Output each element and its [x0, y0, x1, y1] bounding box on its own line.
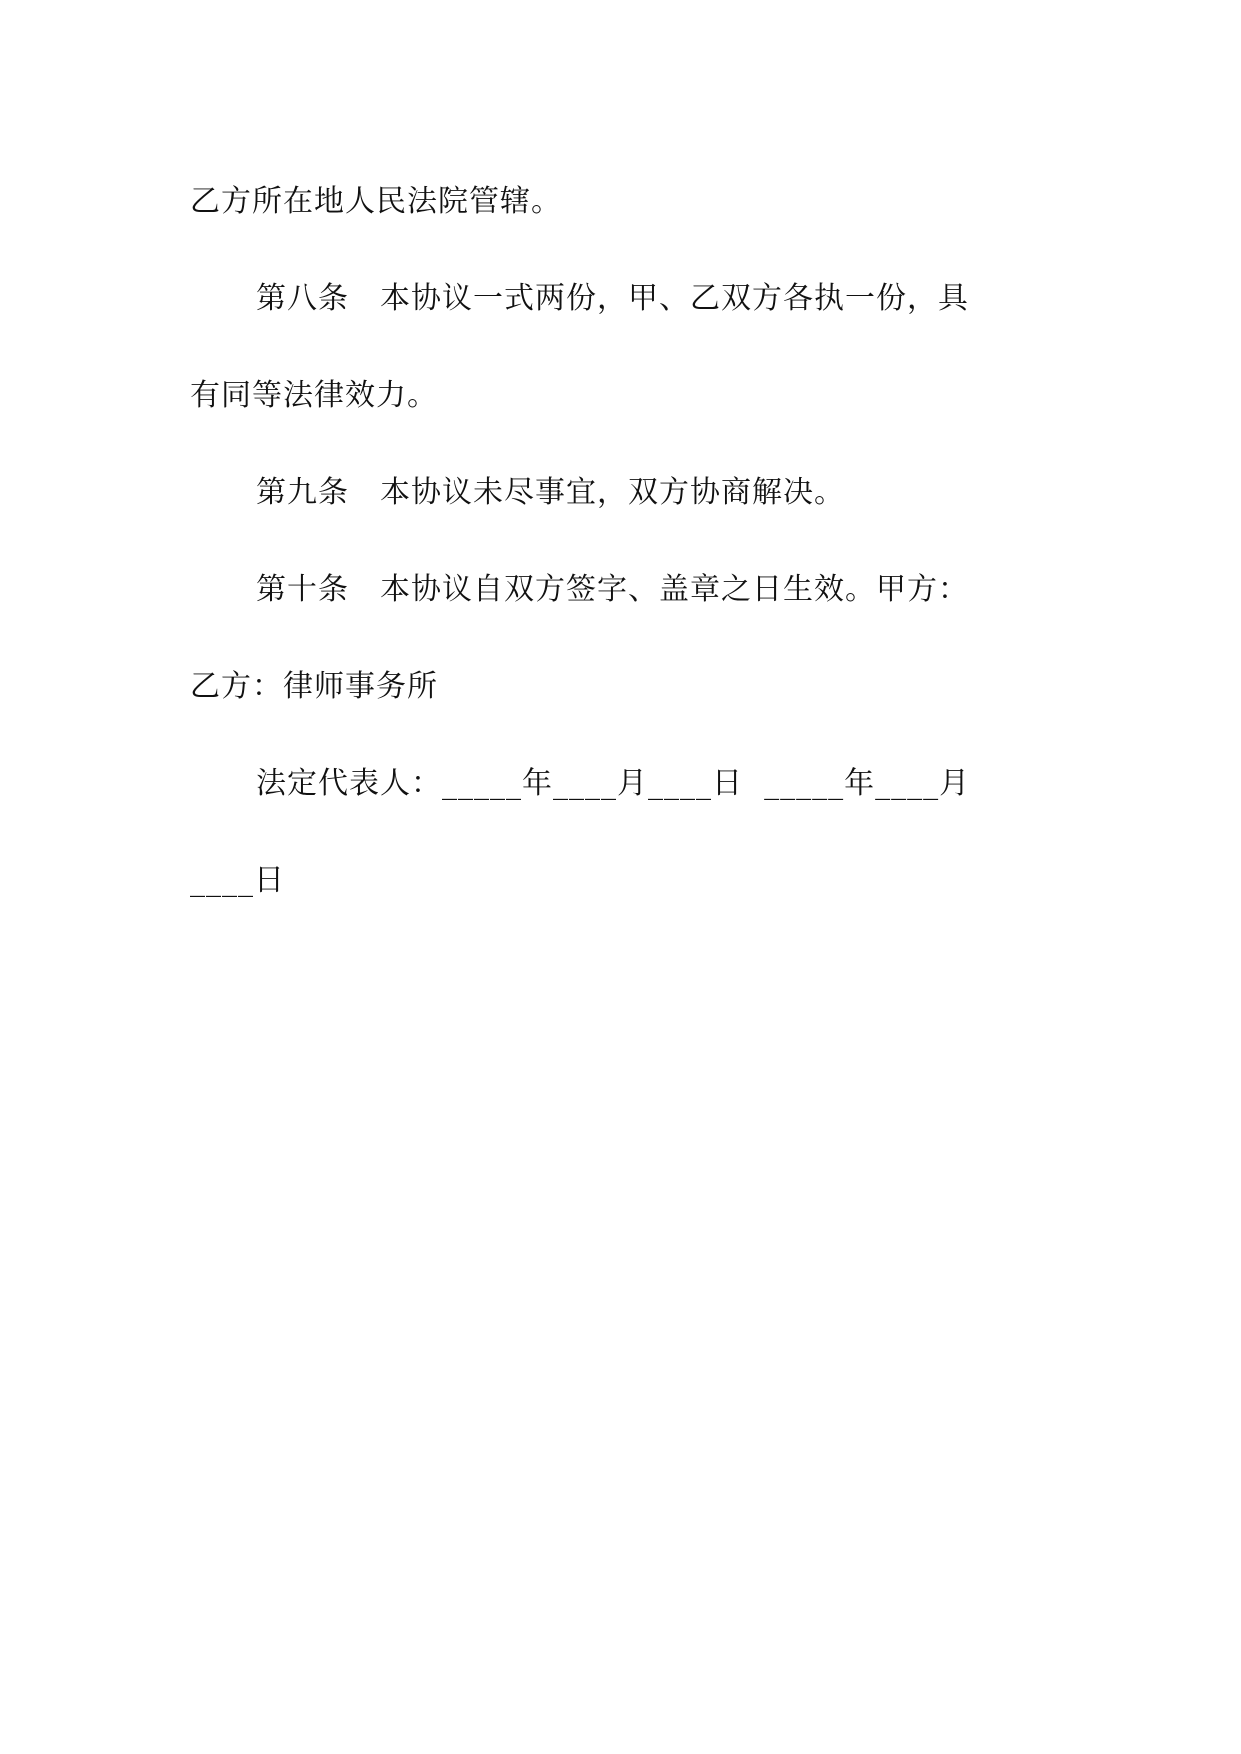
- text-line-6: 乙方：律师事务所: [190, 669, 438, 704]
- text-line-1: 乙方所在地人民法院管辖。: [190, 184, 562, 219]
- text-line-2: 第八条 本协议一式两份，甲、乙双方各执一份，具: [256, 281, 969, 316]
- text-line-8: ____日: [190, 863, 285, 898]
- text-line-4: 第九条 本协议未尽事宜，双方协商解决。: [256, 475, 845, 510]
- text-line-3: 有同等法律效力。: [190, 378, 438, 413]
- text-line-7: 法定代表人：_____年____月____日 _____年____月: [256, 766, 971, 801]
- text-line-5: 第十条 本协议自双方签字、盖章之日生效。甲方：: [256, 572, 969, 607]
